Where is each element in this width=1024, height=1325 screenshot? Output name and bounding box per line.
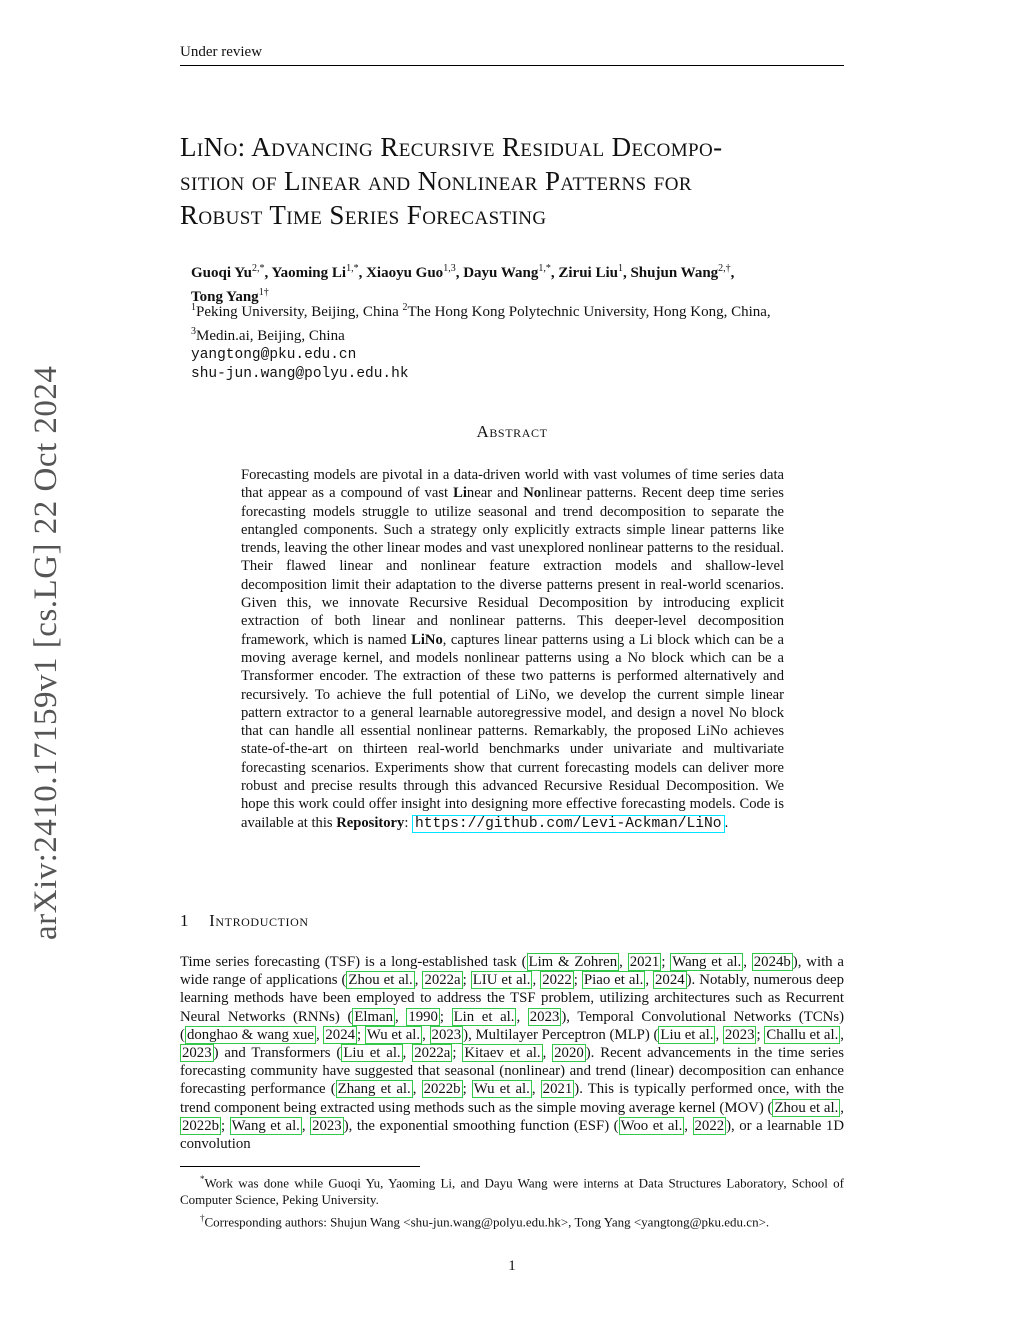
body-text: , bbox=[840, 1026, 844, 1043]
body-text: ; bbox=[756, 1026, 765, 1043]
body-text: , bbox=[532, 972, 541, 989]
author-name: Tong Yang bbox=[191, 289, 259, 305]
citation-link[interactable]: Liu et al. bbox=[343, 1045, 401, 1062]
footnote-text: Corresponding authors: Shujun Wang <shu-jun.wang@polyu.edu.hk>, Tong Yang <yangtong@pku.edu.cn>. bbox=[204, 1214, 770, 1230]
author-marker: 1,3 bbox=[443, 263, 456, 274]
body-text: ; bbox=[357, 1026, 365, 1043]
body-text: ; bbox=[439, 1008, 452, 1025]
footnote-1 bbox=[180, 1171, 844, 1208]
body-text: Time series forecasting (TSF) is a long-established task ( bbox=[180, 954, 527, 970]
citation-link[interactable]: Challu et al. bbox=[766, 1026, 839, 1043]
section-heading-introduction bbox=[180, 911, 309, 931]
citation-link[interactable]: 2022b bbox=[423, 1081, 461, 1098]
body-text: ), the exponential smoothing function (ESF) ( bbox=[343, 1117, 619, 1134]
abstract-emphasis: LiNo bbox=[411, 631, 443, 648]
author-marker: 1,* bbox=[538, 263, 551, 274]
citation-link[interactable]: Wang et al. bbox=[672, 954, 742, 970]
abstract-text: : bbox=[404, 814, 413, 831]
citation-link[interactable]: 2023 bbox=[431, 1026, 462, 1043]
body-text: , bbox=[840, 1099, 844, 1116]
running-header: Under review bbox=[180, 44, 263, 60]
body-text: , bbox=[422, 1026, 430, 1043]
citation-link[interactable]: Liu et al. bbox=[660, 1026, 714, 1043]
paper-title bbox=[180, 130, 860, 232]
citation-link[interactable]: 2022b bbox=[182, 1117, 219, 1134]
affiliation-text: Medin.ai, Beijing, China bbox=[196, 328, 345, 344]
abstract-text: nlinear patterns. Recent deep time series forecasting models struggle to utilize seasonal and trend decomposition to separate the entangled components. Such a strategy only explicitly extracts simple linear patterns like trends, leaving the other linear modes and vast unexplored nonlinear patterns to the residual. Their flawed linear and nonlinear feature extraction models and shallow-level decomposition limit their adaptation to the diverse patterns present in real-world scenarios. Given this, we innovate Recursive Residual Decomposition by introducing explicit extraction of both linear and nonlinear patterns. This deeper-level decomposition framework, which is named bbox=[241, 485, 784, 648]
author-name: Xiaoyu Guo bbox=[366, 265, 444, 281]
body-text: , bbox=[645, 972, 654, 989]
citation-link[interactable]: 2024 bbox=[655, 972, 685, 989]
body-text: , bbox=[414, 972, 423, 989]
body-text: , bbox=[516, 1008, 528, 1025]
citation-link[interactable]: 2021 bbox=[542, 1081, 573, 1098]
body-text: , bbox=[301, 1117, 311, 1134]
title-line-3: Robust Time Series Forecasting bbox=[180, 200, 547, 230]
abstract-emphasis: Repository bbox=[336, 814, 405, 831]
body-text: ; bbox=[462, 972, 471, 989]
body-text: , bbox=[315, 1026, 324, 1043]
introduction-paragraph bbox=[180, 953, 844, 1153]
affiliation-text: The Hong Kong Polytechnic University, Hong Kong, China, bbox=[407, 304, 771, 320]
body-text: , bbox=[395, 1008, 407, 1025]
abstract-emphasis: Li bbox=[453, 485, 467, 502]
author-marker: 2,* bbox=[252, 263, 265, 274]
author-name: Guoqi Yu bbox=[191, 265, 253, 281]
footnotes bbox=[180, 1171, 844, 1233]
body-text: , bbox=[743, 954, 752, 970]
body-text: ), Multilayer Perceptron (MLP) ( bbox=[463, 1026, 659, 1043]
section-number: 1 bbox=[180, 911, 190, 930]
citation-link[interactable]: LIU et al. bbox=[472, 972, 531, 989]
affiliation-marker: 1 bbox=[191, 302, 196, 313]
title-line-2: sition of Linear and Nonlinear Patterns for bbox=[180, 166, 692, 196]
body-text: , bbox=[619, 954, 628, 970]
author-marker: 2,† bbox=[718, 263, 731, 274]
body-text: ), Temporal Convolutional Networks (TCNs) ( bbox=[180, 1008, 845, 1043]
citation-link[interactable]: 1990 bbox=[408, 1008, 438, 1025]
affiliations bbox=[191, 298, 851, 384]
abstract-text: , captures linear patterns using a Li block which can be a moving average kernel, and models nonlinear patterns using a No block which can be a Transformer encoder. The extraction of these two patterns is performed alternatively and recursively. To achieve the full potential of LiNo, we develop the current simple linear pattern extractor to a general learnable autoregressive model, and design a novel No block that can handle all essential nonlinear patterns. Remarkably, the proposed LiNo achieves state-of-the-art on thirteen real-world benchmarks under univariate and multivariate forecasting scenarios. Experiments show that current forecasting models can deliver more robust and precise results through this advanced Recursive Residual Decomposition. We hope this work could offer insight into designing more effective forecasting models. Code is available at this bbox=[241, 631, 785, 831]
body-text: ), or a learnable 1D convolution bbox=[180, 1117, 844, 1153]
body-text: ). This is typically performed once, with the trend component being extracted using methods such as the simple moving average kernel (MOV) ( bbox=[180, 1081, 844, 1116]
header-rule bbox=[180, 65, 844, 66]
citation-link[interactable]: Wu et al. bbox=[366, 1026, 421, 1043]
abstract-body bbox=[241, 466, 784, 833]
citation-link[interactable]: 2023 bbox=[724, 1026, 755, 1043]
body-text: , bbox=[715, 1026, 723, 1043]
email-address[interactable]: shu-jun.wang@polyu.edu.hk bbox=[191, 366, 409, 382]
citation-link[interactable]: 2023 bbox=[529, 1008, 560, 1025]
body-text: , bbox=[412, 1081, 422, 1098]
citation-link[interactable]: Lin et al. bbox=[453, 1008, 515, 1025]
affiliation-marker: 3 bbox=[191, 326, 196, 337]
abstract-text: . bbox=[724, 814, 729, 831]
body-text: ). Notably, numerous deep learning methods have been employed to address the TSF problem, utilizing architectures such as Recurrent Neural Networks (RNNs) ( bbox=[180, 972, 844, 1025]
body-text: , bbox=[542, 1045, 553, 1062]
citation-link[interactable]: Wang et al. bbox=[231, 1117, 300, 1134]
citation-link[interactable]: Woo et al. bbox=[620, 1117, 683, 1134]
citation-link[interactable]: 2023 bbox=[312, 1117, 342, 1134]
body-text: ), with a wide range of applications ( bbox=[180, 954, 844, 989]
citation-link[interactable]: 2023 bbox=[182, 1045, 212, 1062]
page-number: 1 bbox=[508, 1258, 516, 1274]
citation-link[interactable]: Piao et al. bbox=[583, 972, 644, 989]
body-text: , bbox=[531, 1081, 541, 1098]
citation-link[interactable]: Zhou et al. bbox=[348, 972, 413, 989]
body-text: ). Recent advancements in the time series forecasting community have suggested that seasonal (nonlinear) and trend (linear) decomposition can enhance forecasting performance ( bbox=[180, 1045, 844, 1098]
citation-link[interactable]: Zhang et al. bbox=[337, 1081, 411, 1098]
author-name: Yaoming Li bbox=[271, 265, 347, 281]
repository-link[interactable]: https://github.com/Levi-Ackman/LiNo bbox=[412, 815, 725, 833]
body-text: , bbox=[402, 1045, 413, 1062]
citation-link[interactable]: 2022 bbox=[694, 1117, 725, 1134]
body-text: ; bbox=[221, 1117, 230, 1134]
author-marker: 1,* bbox=[346, 263, 359, 274]
footnote-rule bbox=[180, 1166, 420, 1167]
arxiv-identifier: arXiv:2410.17159v1 [cs.LG] 22 Oct 2024 bbox=[28, 365, 64, 940]
abstract-heading: Abstract bbox=[476, 422, 548, 441]
author-name: Shujun Wang bbox=[630, 265, 719, 281]
citation-link[interactable]: Zhou et al. bbox=[774, 1099, 839, 1116]
abstract-text: near and bbox=[466, 485, 524, 502]
citation-link[interactable]: 2024b bbox=[753, 954, 791, 970]
author-list: Guoqi $Yu^{2,*}$, Yaoming $Li^{1,*}$, Xiaoyu Guo$^{1,3}$, Dayu Wang$^{1,*}$, Zirui Liu$^1$, Shujun Wang$^{2,\dagger}$, Tong Yang$^{1\dagger}$ bbox=[191, 263, 735, 305]
citation-link[interactable]: donghao & wang xue bbox=[186, 1026, 314, 1043]
citation-link[interactable]: 2022 bbox=[542, 972, 572, 989]
author-marker: 1 bbox=[617, 263, 623, 274]
body-text: ; bbox=[661, 954, 671, 970]
footnote-text: Work was done while Guoqi Yu, Yaoming Li, and Dayu Wang were interns at Data Structures Laboratory, School of Computer Science, Peking University. bbox=[180, 1175, 844, 1208]
affiliation-marker: 2 bbox=[402, 302, 408, 313]
body-text: ; bbox=[573, 972, 582, 989]
citation-link[interactable]: Kitaev et al. bbox=[464, 1045, 541, 1062]
author-name: Zirui Liu bbox=[558, 265, 618, 281]
citation-link[interactable]: Wu et al. bbox=[473, 1081, 530, 1098]
body-text: ; bbox=[452, 1045, 463, 1062]
citation-link[interactable]: 2020 bbox=[554, 1045, 584, 1062]
citation-link[interactable]: 2024 bbox=[325, 1026, 355, 1043]
affiliation-text: Peking University, Beijing, China bbox=[196, 304, 399, 320]
title-line-1: LiNo: Advancing Recursive Residual Decompo- bbox=[180, 132, 723, 162]
email-address[interactable]: yangtong@pku.edu.cn bbox=[191, 347, 357, 363]
citation-link[interactable]: 2022a bbox=[424, 972, 461, 989]
footnote-marker: † bbox=[200, 1213, 205, 1224]
citation-link[interactable]: Lim & Zohren bbox=[528, 954, 618, 970]
footnote-marker: * bbox=[200, 1174, 205, 1184]
footnote-2 bbox=[180, 1210, 844, 1230]
section-title: Introduction bbox=[209, 911, 309, 930]
body-text: , bbox=[684, 1117, 693, 1134]
citation-link[interactable]: Elman bbox=[354, 1008, 394, 1025]
abstract-emphasis: No bbox=[523, 485, 542, 502]
citation-link[interactable]: 2022a bbox=[414, 1045, 451, 1062]
citation-link[interactable]: 2021 bbox=[629, 954, 660, 970]
body-text: ) and Transformers ( bbox=[213, 1045, 342, 1062]
body-text: ; bbox=[462, 1081, 472, 1098]
abstract-text: Forecasting models are pivotal in a data-driven world with vast volumes of time series data that appear as a compound of vast bbox=[241, 467, 784, 502]
author-marker: 1† bbox=[258, 287, 269, 298]
author-name: Dayu Wang bbox=[463, 265, 539, 281]
